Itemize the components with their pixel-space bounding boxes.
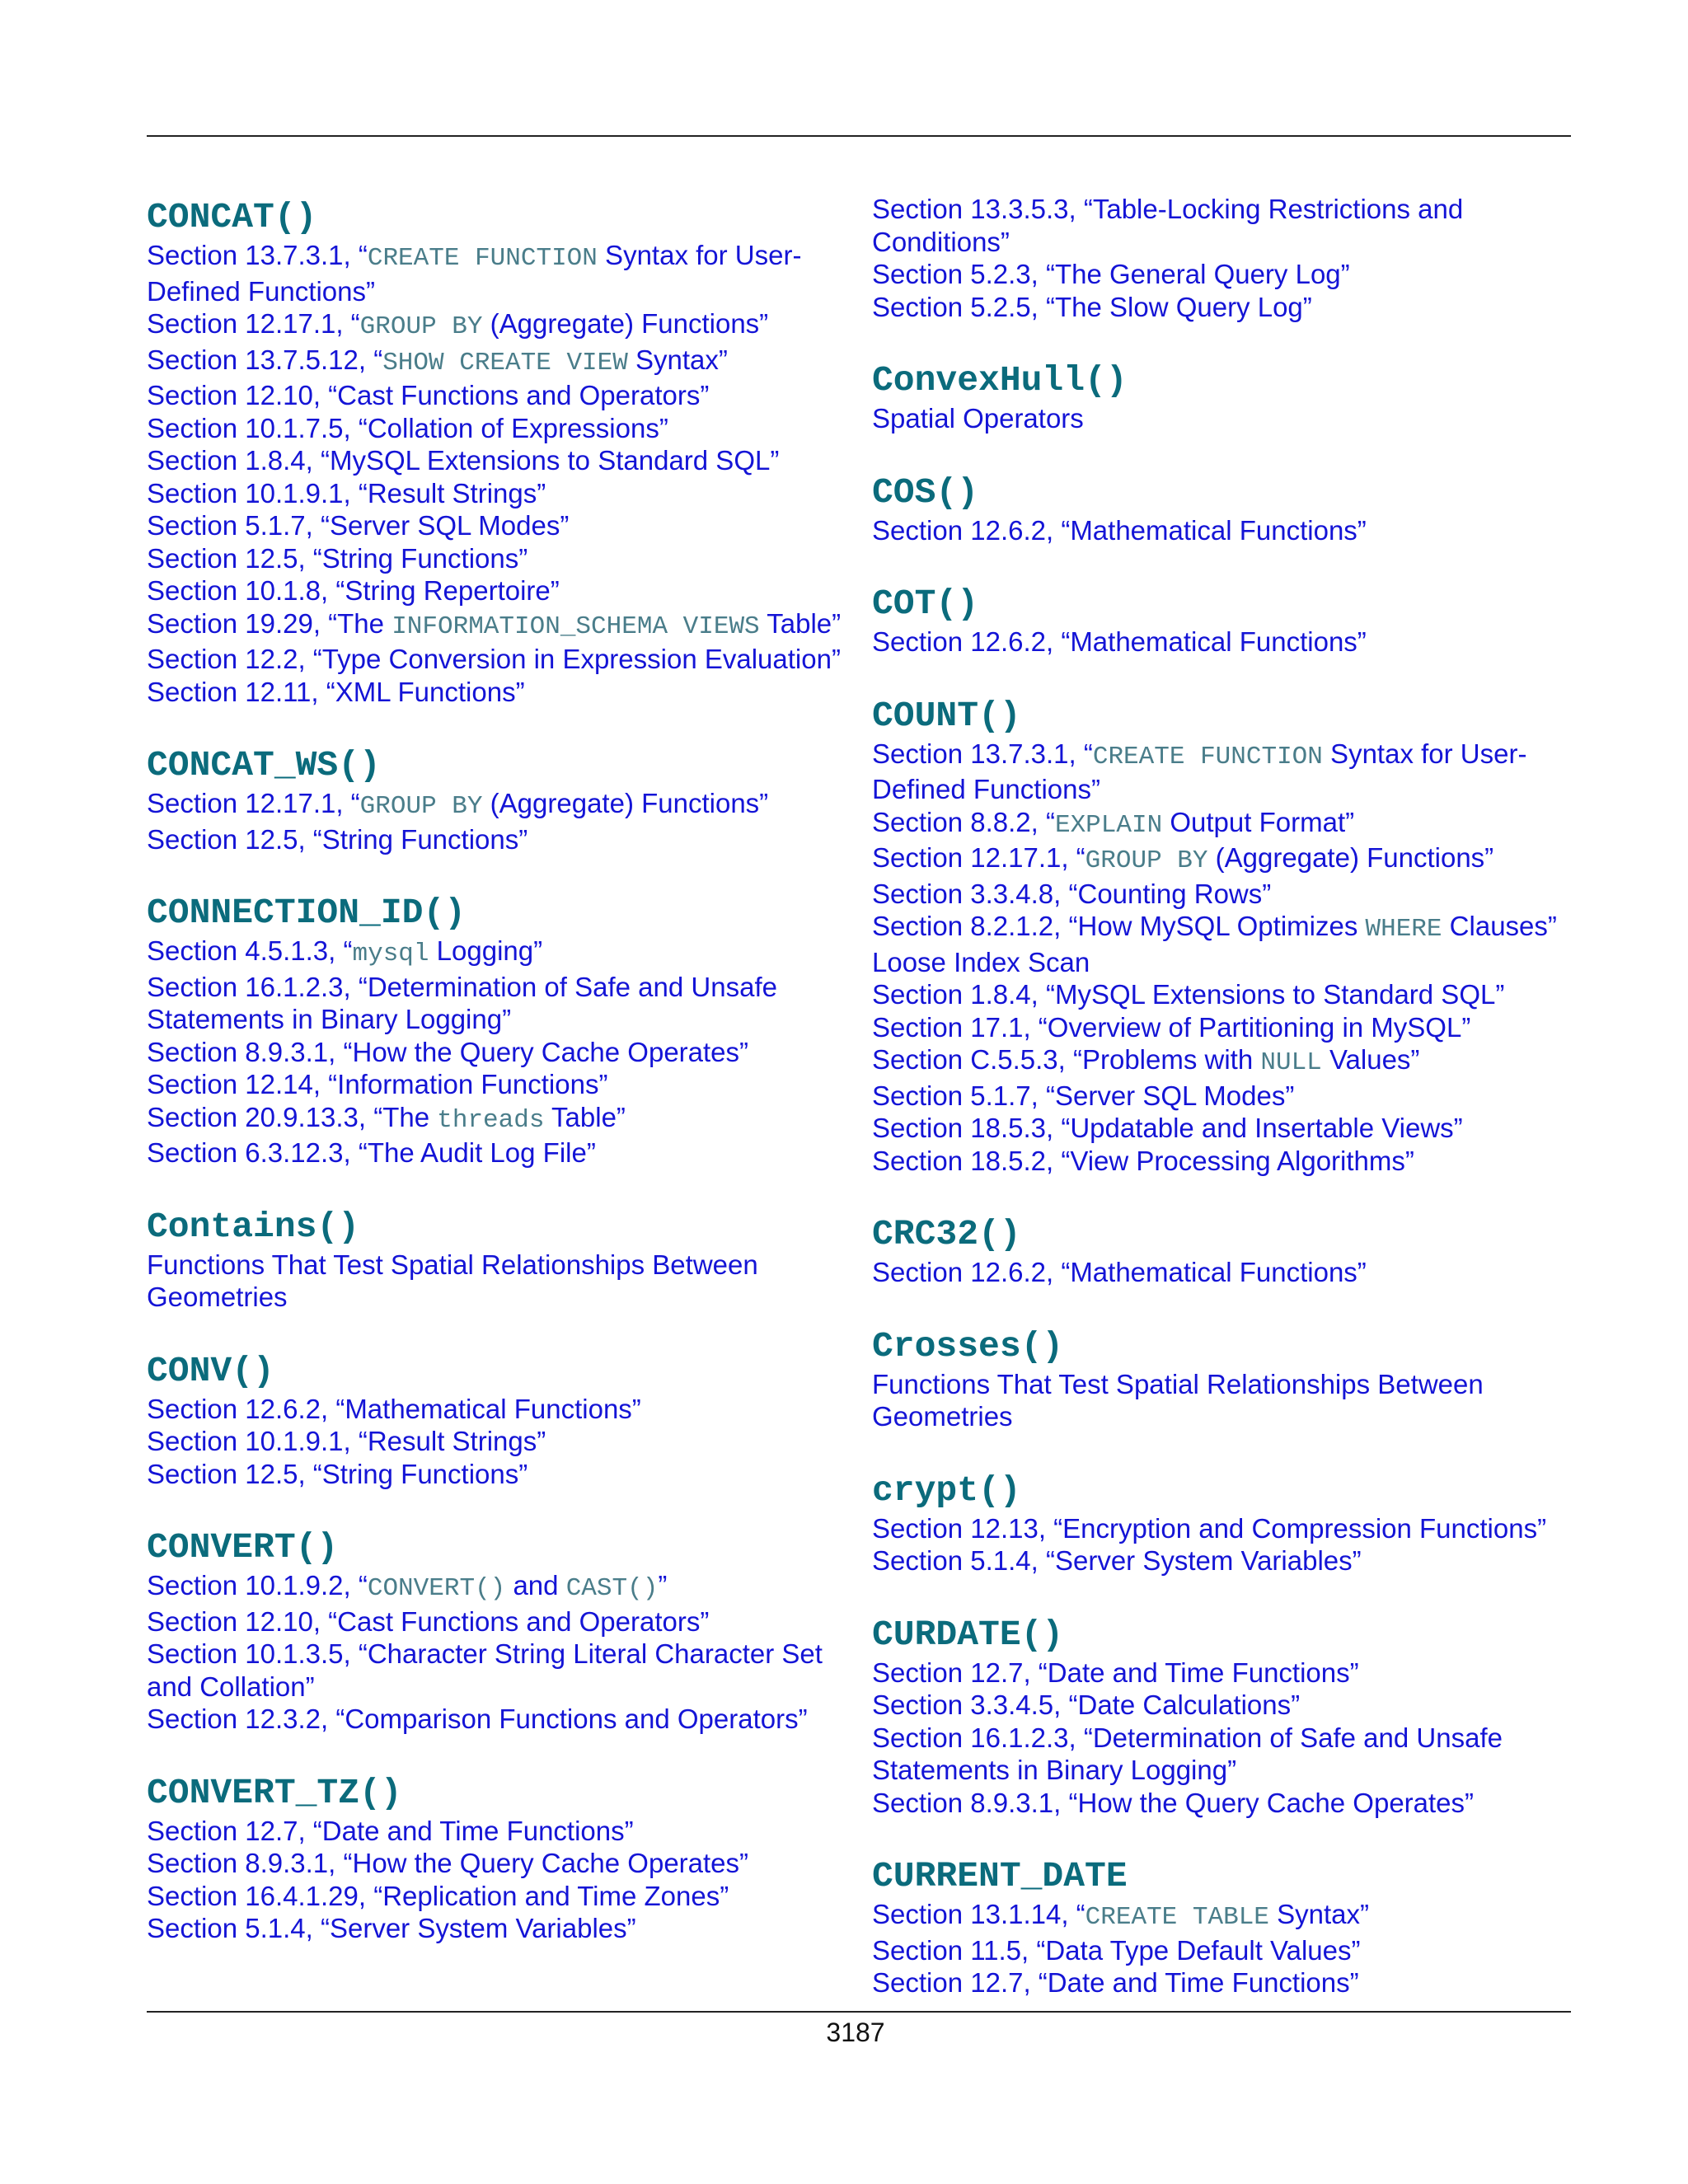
reference-text: Section 10.1.8, “String Repertoire”	[147, 575, 560, 606]
reference-text: Section 12.11, “XML Functions”	[147, 676, 525, 707]
index-reference-link[interactable]	[147, 1393, 856, 1426]
index-reference-link[interactable]	[147, 787, 856, 823]
reference-text: Section 12.17.1, “	[872, 842, 1085, 873]
index-entry	[872, 1213, 1581, 1289]
code-term: CAST()	[565, 1574, 659, 1603]
reference-text: Section 10.1.3.5, “Character String Literal Character Set and Collation”	[147, 1638, 823, 1702]
index-reference-link[interactable]	[872, 1112, 1581, 1145]
code-term: GROUP BY	[359, 312, 483, 341]
index-entry	[872, 359, 1581, 435]
reference-text: Section 8.8.2, “	[872, 806, 1055, 837]
index-column-right	[872, 193, 1581, 2036]
index-entry	[872, 471, 1581, 547]
reference-text: Section 10.1.9.2, “	[147, 1570, 368, 1601]
index-reference-link[interactable]	[872, 1368, 1581, 1433]
reference-text: Section 5.2.3, “The General Query Log”	[872, 259, 1350, 289]
index-reference-link[interactable]	[872, 514, 1581, 547]
reference-text: Loose Index Scan	[872, 946, 1090, 977]
reference-text: (Aggregate) Functions”	[482, 308, 769, 339]
reference-text: Section 5.2.5, “The Slow Query Log”	[872, 291, 1312, 322]
index-reference-link[interactable]	[147, 676, 856, 709]
index-entry	[872, 695, 1581, 1178]
index-entry	[147, 1772, 856, 1945]
index-reference-link[interactable]	[147, 1815, 856, 1848]
index-reference-link[interactable]	[872, 291, 1581, 324]
index-reference-link[interactable]	[872, 402, 1581, 435]
reference-text: Values”	[1321, 1044, 1420, 1075]
reference-text: Section 12.7, “Date and Time Functions”	[872, 1967, 1359, 1998]
code-term: GROUP BY	[1085, 846, 1208, 875]
reference-text: Section 13.1.14, “	[872, 1899, 1085, 1929]
code-term: EXPLAIN	[1054, 810, 1163, 840]
index-entry	[872, 583, 1581, 658]
index-entry	[872, 193, 1581, 323]
reference-text: Section 19.29, “The	[147, 607, 392, 639]
index-reference-link[interactable]	[147, 823, 856, 856]
entry-heading: CURDATE()	[872, 1614, 1064, 1655]
index-entry	[147, 1526, 856, 1736]
reference-text: Section 3.3.4.5, “Date Calculations”	[872, 1690, 1301, 1720]
code-term: SHOW CREATE VIEW	[382, 348, 628, 377]
entry-heading: CONCAT_WS()	[147, 745, 381, 785]
index-reference-link[interactable]	[147, 1137, 856, 1169]
reference-text: Syntax for User-Defined Functions”	[872, 738, 1527, 804]
reference-text: Section 5.1.7, “Server SQL Modes”	[872, 1080, 1295, 1111]
reference-text: Section 8.9.3.1, “How the Query Cache Operates”	[147, 1036, 749, 1067]
reference-text: Spatial Operators	[872, 403, 1084, 434]
reference-text: Section 12.10, “Cast Functions and Operators”	[147, 1605, 710, 1637]
reference-text: Section 12.5, “String Functions”	[147, 542, 528, 574]
reference-text: Section 10.1.7.5, “Collation of Expressions”	[147, 412, 668, 443]
reference-text: (Aggregate) Functions”	[482, 788, 769, 818]
reference-text: Section 12.5, “String Functions”	[147, 823, 528, 855]
index-entry	[147, 1206, 856, 1314]
index-entry	[147, 196, 856, 708]
index-reference-link[interactable]	[872, 978, 1581, 1011]
reference-text: Section 4.5.1.3, “	[147, 935, 353, 966]
index-reference-link[interactable]	[872, 1934, 1581, 1967]
entry-heading: CONVERT_TZ()	[147, 1772, 402, 1813]
reference-text: Section 12.7, “Date and Time Functions”	[147, 1815, 634, 1846]
reference-text: Section 12.13, “Encryption and Compression Functions”	[872, 1512, 1547, 1544]
index-reference-link[interactable]	[872, 1145, 1581, 1178]
index-reference-link[interactable]	[872, 1512, 1581, 1545]
index-reference-link[interactable]	[147, 935, 856, 971]
entry-heading: COS()	[872, 471, 979, 513]
code-term: threads	[437, 1105, 545, 1135]
index-reference-link[interactable]	[872, 1787, 1581, 1820]
index-reference-link[interactable]	[872, 1080, 1581, 1113]
entry-heading: COUNT()	[872, 695, 1021, 736]
index-reference-link[interactable]	[872, 878, 1581, 911]
reference-text: Section 3.3.4.8, “Counting Rows”	[872, 878, 1272, 909]
reference-text: Section 12.17.1, “	[147, 788, 360, 818]
reference-text: Section 1.8.4, “MySQL Extensions to Standard SQL”	[147, 445, 780, 476]
reference-text: Section C.5.5.3, “Problems with	[872, 1044, 1261, 1075]
index-reference-link[interactable]	[147, 344, 856, 380]
index-reference-link[interactable]	[147, 1101, 856, 1137]
index-entry	[872, 1614, 1581, 1820]
reference-text: Section 12.2, “Type Conversion in Expression Evaluation”	[147, 644, 841, 674]
reference-text: Section 8.2.1.2, “How MySQL Optimizes	[872, 911, 1366, 941]
reference-text: Section 6.3.12.3, “The Audit Log File”	[147, 1137, 596, 1168]
index-reference-link[interactable]	[872, 1043, 1581, 1080]
reference-text: Section 12.3.2, “Comparison Functions and Operators”	[147, 1704, 808, 1734]
index-entry	[147, 1350, 856, 1491]
reference-text: (Aggregate) Functions”	[1207, 842, 1494, 873]
reference-text: Table”	[544, 1101, 626, 1132]
reference-text: Section 17.1, “Overview of Partitioning in MySQL”	[872, 1011, 1471, 1043]
reference-text: Section 13.3.5.3, “Table-Locking Restrictions and Conditions”	[872, 194, 1464, 257]
index-entry	[872, 1469, 1581, 1577]
index-reference-link[interactable]	[147, 643, 856, 676]
index-reference-link[interactable]	[147, 307, 856, 344]
index-reference-link[interactable]	[872, 738, 1581, 806]
reference-text: Section 18.5.2, “View Processing Algorithms”	[872, 1145, 1414, 1176]
index-reference-link[interactable]	[147, 1638, 856, 1703]
index-reference-link[interactable]	[147, 379, 856, 412]
index-entry	[147, 892, 856, 1169]
code-term: NULL	[1260, 1048, 1322, 1077]
index-reference-link[interactable]	[147, 1068, 856, 1101]
reference-text: Section 18.5.3, “Updatable and Insertable Views”	[872, 1113, 1463, 1143]
reference-text: Syntax”	[1268, 1899, 1369, 1929]
reference-text: Section 13.7.3.1, “	[147, 240, 368, 270]
index-reference-link[interactable]	[147, 1425, 856, 1458]
index-reference-link[interactable]	[147, 574, 856, 607]
reference-text: Section 12.7, “Date and Time Functions”	[872, 1657, 1359, 1688]
reference-text: Syntax for User-Defined Functions”	[147, 240, 802, 307]
code-term: CREATE TABLE	[1085, 1903, 1269, 1932]
reference-text: Section 16.1.2.3, “Determination of Safe and Unsafe Statements in Binary Logging”	[147, 971, 777, 1034]
code-term: WHERE	[1365, 915, 1442, 944]
entry-heading: CONVERT()	[147, 1527, 339, 1568]
page-number: 3187	[826, 2018, 885, 2047]
index-reference-link[interactable]	[872, 806, 1581, 842]
index-reference-link[interactable]	[872, 946, 1581, 979]
reference-text: Section 16.1.2.3, “Determination of Safe and Unsafe Statements in Binary Logging”	[872, 1722, 1503, 1785]
index-reference-link[interactable]	[147, 412, 856, 445]
top-rule	[147, 135, 1571, 137]
code-term: CREATE FUNCTION	[367, 244, 598, 273]
index-entry	[872, 1855, 1581, 1999]
reference-text: Section 12.5, “String Functions”	[147, 1458, 528, 1489]
index-reference-link[interactable]	[147, 444, 856, 477]
index-reference-link[interactable]	[872, 1689, 1581, 1722]
index-reference-link[interactable]	[147, 1880, 856, 1913]
index-column-left	[147, 193, 856, 1981]
reference-text: Section 8.9.3.1, “How the Query Cache Operates”	[147, 1848, 749, 1878]
reference-text: Section 8.9.3.1, “How the Query Cache Operates”	[872, 1787, 1475, 1818]
reference-text: Section 10.1.9.1, “Result Strings”	[147, 1426, 546, 1456]
index-reference-link[interactable]	[147, 477, 856, 510]
entry-heading: CONV()	[147, 1350, 274, 1391]
reference-text: Functions That Test Spatial Relationships Between Geometries	[147, 1249, 758, 1312]
code-term: INFORMATION_SCHEMA VIEWS	[392, 612, 760, 641]
reference-text: Logging”	[429, 935, 543, 966]
index-reference-link[interactable]	[872, 1544, 1581, 1577]
index-reference-link[interactable]	[147, 1249, 856, 1314]
index-reference-link[interactable]	[872, 1011, 1581, 1044]
reference-text: Section 13.7.5.12, “	[147, 344, 383, 375]
index-reference-link[interactable]	[147, 607, 856, 644]
index-reference-link[interactable]	[872, 1722, 1581, 1787]
reference-text: Syntax”	[627, 344, 728, 375]
entry-heading: COT()	[872, 583, 979, 624]
index-entry	[147, 744, 856, 855]
reference-text: Section 12.6.2, “Mathematical Functions”	[872, 626, 1367, 657]
index-reference-link[interactable]	[147, 1569, 856, 1605]
entry-heading: ConvexHull()	[872, 360, 1128, 401]
index-reference-link[interactable]	[147, 971, 856, 1036]
code-term: CREATE FUNCTION	[1092, 742, 1323, 771]
reference-text: Section 12.6.2, “Mathematical Functions”	[872, 1257, 1367, 1287]
index-reference-link[interactable]	[147, 1703, 856, 1736]
index-reference-link[interactable]	[872, 910, 1581, 946]
entry-heading: CONNECTION_ID()	[147, 893, 467, 933]
reference-text: Section 12.17.1, “	[147, 308, 360, 339]
reference-text: Section 12.6.2, “Mathematical Functions”	[872, 514, 1367, 546]
index-reference-link[interactable]	[147, 542, 856, 575]
entry-heading: CURRENT_DATE	[872, 1856, 1128, 1896]
code-term: CONVERT()	[367, 1574, 506, 1603]
reference-text: Section 5.1.7, “Server SQL Modes”	[147, 510, 570, 541]
entry-heading: CONCAT()	[147, 197, 317, 237]
reference-text: Section 16.4.1.29, “Replication and Time Zones”	[147, 1880, 729, 1911]
index-entry	[872, 1325, 1581, 1433]
reference-text: Section 5.1.4, “Server System Variables”	[872, 1545, 1362, 1576]
reference-text: Section 11.5, “Data Type Default Values”	[872, 1934, 1361, 1966]
entry-heading: CRC32()	[872, 1214, 1021, 1254]
index-reference-link[interactable]	[872, 841, 1581, 878]
entry-heading: crypt()	[872, 1469, 1021, 1511]
reference-text: Section 5.1.4, “Server System Variables”	[147, 1913, 636, 1943]
reference-text: Clauses”	[1442, 911, 1557, 941]
entry-heading: Contains()	[147, 1206, 360, 1247]
index-reference-link[interactable]	[147, 1605, 856, 1638]
index-reference-link[interactable]	[872, 1256, 1581, 1289]
index-reference-link[interactable]	[872, 258, 1581, 291]
index-reference-link[interactable]	[147, 1912, 856, 1945]
index-reference-link[interactable]	[147, 239, 856, 307]
code-term: mysql	[352, 940, 429, 968]
reference-text: and	[505, 1570, 566, 1601]
bottom-rule	[147, 2011, 1571, 2013]
index-reference-link[interactable]	[147, 509, 856, 542]
reference-text: Section 10.1.9.1, “Result Strings”	[147, 477, 546, 509]
reference-text: Section 13.7.3.1, “	[872, 738, 1093, 769]
reference-text: Section 12.6.2, “Mathematical Functions”	[147, 1393, 641, 1424]
reference-text: Functions That Test Spatial Relationships Between Geometries	[872, 1368, 1484, 1432]
reference-text: Section 1.8.4, “MySQL Extensions to Standard SQL”	[872, 979, 1505, 1010]
reference-text: Section 20.9.13.3, “The	[147, 1101, 438, 1132]
reference-text: Section 12.10, “Cast Functions and Operators”	[147, 380, 710, 410]
index-reference-link[interactable]	[147, 1847, 856, 1880]
index-reference-link[interactable]	[872, 1898, 1581, 1934]
reference-text: Section 12.14, “Information Functions”	[147, 1069, 608, 1099]
code-term: GROUP BY	[359, 792, 483, 821]
index-reference-link[interactable]	[872, 193, 1581, 258]
index-reference-link[interactable]	[872, 1657, 1581, 1690]
index-reference-link[interactable]	[872, 1966, 1581, 1999]
index-reference-link[interactable]	[147, 1458, 856, 1491]
index-reference-link[interactable]	[147, 1036, 856, 1069]
reference-text: Table”	[759, 607, 842, 639]
index-reference-link[interactable]	[872, 626, 1581, 658]
reference-text: ”	[658, 1570, 668, 1601]
reference-text: Output Format”	[1162, 806, 1355, 837]
entry-heading: Crosses()	[872, 1325, 1064, 1366]
